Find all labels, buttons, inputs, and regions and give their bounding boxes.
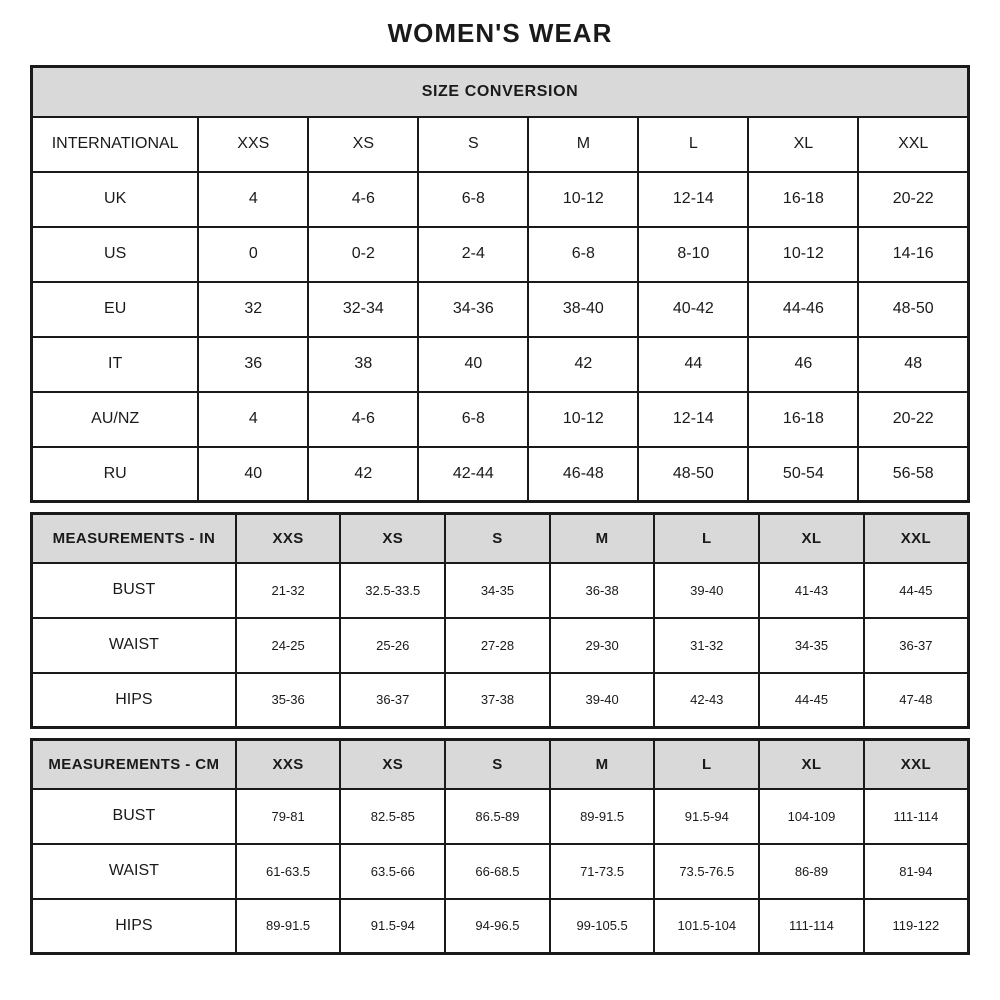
row-label-cell: RU xyxy=(32,447,199,502)
value-cell: 34-36 xyxy=(418,282,528,337)
row-label-cell: WAIST xyxy=(32,844,236,899)
value-cell: 21-32 xyxy=(236,563,341,618)
value-cell: 104-109 xyxy=(759,789,864,844)
row-label-cell: EU xyxy=(32,282,199,337)
measurements-in-header-row xyxy=(32,514,969,563)
size-header-cell: M xyxy=(550,740,655,789)
column-header-cell: INTERNATIONAL xyxy=(32,117,199,172)
size-header-cell: XXL xyxy=(864,514,969,563)
value-cell: 14-16 xyxy=(858,227,968,282)
value-cell: 10-12 xyxy=(748,227,858,282)
size-header-cell: XL xyxy=(759,514,864,563)
value-cell: 36-37 xyxy=(864,618,969,673)
value-cell: 34-35 xyxy=(759,618,864,673)
value-cell: 29-30 xyxy=(550,618,655,673)
value-cell: 39-40 xyxy=(550,673,655,728)
value-cell: 40 xyxy=(198,447,308,502)
value-cell: 25-26 xyxy=(340,618,445,673)
measurements-in-header: MEASUREMENTS - IN xyxy=(32,514,236,563)
value-cell: 111-114 xyxy=(864,789,969,844)
row-label-cell: BUST xyxy=(32,563,236,618)
size-conversion-header-row xyxy=(32,67,969,117)
column-header-cell: S xyxy=(418,117,528,172)
value-cell: 4 xyxy=(198,392,308,447)
size-header-cell: S xyxy=(445,740,550,789)
size-conversion-columns-row xyxy=(32,117,969,172)
value-cell: 20-22 xyxy=(858,172,968,227)
value-cell: 36 xyxy=(198,337,308,392)
value-cell: 48 xyxy=(858,337,968,392)
measurements-in-table xyxy=(30,512,970,729)
value-cell: 48-50 xyxy=(858,282,968,337)
value-cell: 31-32 xyxy=(654,618,759,673)
column-header-cell: XXS xyxy=(198,117,308,172)
size-header-cell: S xyxy=(445,514,550,563)
row-label-cell: HIPS xyxy=(32,899,236,954)
value-cell: 6-8 xyxy=(528,227,638,282)
table-row xyxy=(32,563,969,618)
value-cell: 32.5-33.5 xyxy=(340,563,445,618)
value-cell: 89-91.5 xyxy=(236,899,341,954)
value-cell: 86.5-89 xyxy=(445,789,550,844)
table-row xyxy=(32,789,969,844)
value-cell: 41-43 xyxy=(759,563,864,618)
value-cell: 42 xyxy=(528,337,638,392)
value-cell: 36-37 xyxy=(340,673,445,728)
row-label-cell: HIPS xyxy=(32,673,236,728)
value-cell: 44-45 xyxy=(759,673,864,728)
row-label-cell: IT xyxy=(32,337,199,392)
value-cell: 2-4 xyxy=(418,227,528,282)
value-cell: 47-48 xyxy=(864,673,969,728)
value-cell: 50-54 xyxy=(748,447,858,502)
value-cell: 40 xyxy=(418,337,528,392)
table-row xyxy=(32,673,969,728)
value-cell: 111-114 xyxy=(759,899,864,954)
value-cell: 42-43 xyxy=(654,673,759,728)
measurements-cm-table xyxy=(30,738,970,955)
value-cell: 63.5-66 xyxy=(340,844,445,899)
table-row xyxy=(32,899,969,954)
size-header-cell: XS xyxy=(340,740,445,789)
value-cell: 46 xyxy=(748,337,858,392)
value-cell: 61-63.5 xyxy=(236,844,341,899)
row-label-cell: BUST xyxy=(32,789,236,844)
value-cell: 37-38 xyxy=(445,673,550,728)
column-header-cell: L xyxy=(638,117,748,172)
value-cell: 40-42 xyxy=(638,282,748,337)
page-title: WOMEN'S WEAR xyxy=(387,18,613,48)
value-cell: 94-96.5 xyxy=(445,899,550,954)
value-cell: 10-12 xyxy=(528,172,638,227)
value-cell: 8-10 xyxy=(638,227,748,282)
size-header-cell: XXS xyxy=(236,514,341,563)
value-cell: 16-18 xyxy=(748,172,858,227)
value-cell: 119-122 xyxy=(864,899,969,954)
value-cell: 73.5-76.5 xyxy=(654,844,759,899)
value-cell: 42-44 xyxy=(418,447,528,502)
value-cell: 34-35 xyxy=(445,563,550,618)
value-cell: 6-8 xyxy=(418,392,528,447)
value-cell: 4 xyxy=(198,172,308,227)
size-header-cell: XXL xyxy=(864,740,969,789)
column-header-cell: XXL xyxy=(858,117,968,172)
value-cell: 38-40 xyxy=(528,282,638,337)
value-cell: 38 xyxy=(308,337,418,392)
column-header-cell: M xyxy=(528,117,638,172)
value-cell: 91.5-94 xyxy=(654,789,759,844)
table-row xyxy=(32,844,969,899)
row-label-cell: US xyxy=(32,227,199,282)
size-conversion-header: SIZE CONVERSION xyxy=(32,67,969,117)
value-cell: 101.5-104 xyxy=(654,899,759,954)
value-cell: 81-94 xyxy=(864,844,969,899)
column-header-cell: XL xyxy=(748,117,858,172)
value-cell: 39-40 xyxy=(654,563,759,618)
value-cell: 48-50 xyxy=(638,447,748,502)
table-row xyxy=(32,172,969,227)
value-cell: 66-68.5 xyxy=(445,844,550,899)
size-header-cell: XL xyxy=(759,740,864,789)
value-cell: 27-28 xyxy=(445,618,550,673)
value-cell: 44-45 xyxy=(864,563,969,618)
value-cell: 36-38 xyxy=(550,563,655,618)
size-header-cell: M xyxy=(550,514,655,563)
measurements-cm-header: MEASUREMENTS - CM xyxy=(32,740,236,789)
value-cell: 44-46 xyxy=(748,282,858,337)
value-cell: 32 xyxy=(198,282,308,337)
size-header-cell: L xyxy=(654,514,759,563)
value-cell: 35-36 xyxy=(236,673,341,728)
value-cell: 0 xyxy=(198,227,308,282)
table-row xyxy=(32,392,969,447)
size-header-cell: XS xyxy=(340,514,445,563)
value-cell: 0-2 xyxy=(308,227,418,282)
value-cell: 79-81 xyxy=(236,789,341,844)
value-cell: 20-22 xyxy=(858,392,968,447)
value-cell: 4-6 xyxy=(308,172,418,227)
value-cell: 99-105.5 xyxy=(550,899,655,954)
value-cell: 32-34 xyxy=(308,282,418,337)
size-header-cell: XXS xyxy=(236,740,341,789)
value-cell: 10-12 xyxy=(528,392,638,447)
value-cell: 12-14 xyxy=(638,392,748,447)
value-cell: 16-18 xyxy=(748,392,858,447)
row-label-cell: AU/NZ xyxy=(32,392,199,447)
value-cell: 44 xyxy=(638,337,748,392)
table-row xyxy=(32,227,969,282)
size-header-cell: L xyxy=(654,740,759,789)
value-cell: 4-6 xyxy=(308,392,418,447)
table-row xyxy=(32,337,969,392)
table-row xyxy=(32,618,969,673)
value-cell: 6-8 xyxy=(418,172,528,227)
value-cell: 42 xyxy=(308,447,418,502)
table-row xyxy=(32,282,969,337)
value-cell: 56-58 xyxy=(858,447,968,502)
size-conversion-table xyxy=(30,65,970,503)
value-cell: 82.5-85 xyxy=(340,789,445,844)
measurements-cm-header-row xyxy=(32,740,969,789)
value-cell: 91.5-94 xyxy=(340,899,445,954)
value-cell: 71-73.5 xyxy=(550,844,655,899)
row-label-cell: WAIST xyxy=(32,618,236,673)
value-cell: 12-14 xyxy=(638,172,748,227)
value-cell: 24-25 xyxy=(236,618,341,673)
table-row xyxy=(32,447,969,502)
column-header-cell: XS xyxy=(308,117,418,172)
value-cell: 86-89 xyxy=(759,844,864,899)
value-cell: 46-48 xyxy=(528,447,638,502)
value-cell: 89-91.5 xyxy=(550,789,655,844)
row-label-cell: UK xyxy=(32,172,199,227)
